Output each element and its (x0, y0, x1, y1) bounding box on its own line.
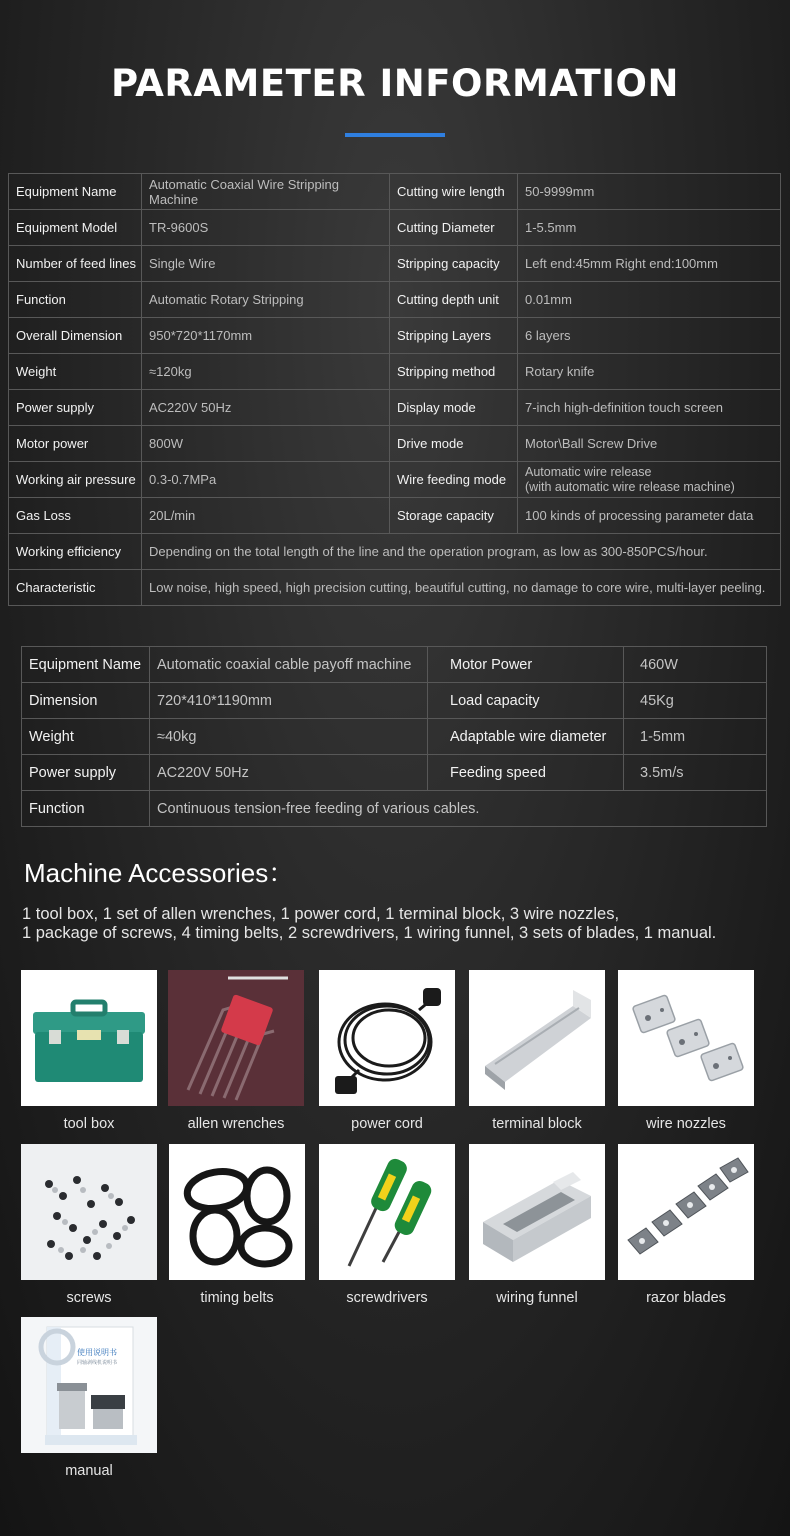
spec-label: Motor Power (428, 647, 624, 683)
spec-row (22, 719, 767, 755)
spec-value-line: Automatic wire release (525, 464, 652, 479)
spec-row (9, 462, 781, 498)
stripping-machine-spec-table (8, 173, 781, 606)
spec-row (9, 498, 781, 534)
spec-label: Working efficiency (9, 534, 142, 570)
manual-cover-title: 使用说明书 (77, 1348, 117, 1357)
spec-row (9, 174, 781, 210)
spec-row (9, 246, 781, 282)
spec-label: Number of feed lines (9, 246, 142, 282)
spec-label: Cutting depth unit (390, 282, 518, 318)
allen-wrench-photo (168, 970, 304, 1106)
accessory-label: allen wrenches (187, 1116, 285, 1132)
payoff-machine-spec-table (21, 646, 767, 827)
spec-value: 1-5mm (624, 719, 767, 755)
spec-value: AC220V 50Hz (150, 755, 428, 791)
spec-row (9, 390, 781, 426)
accessories-title: Machine Accessories： (24, 858, 295, 888)
spec-row (9, 570, 781, 606)
accessory-label: tool box (63, 1116, 115, 1132)
spec-label: Overall Dimension (9, 318, 142, 354)
spec-label: Stripping method (390, 354, 518, 390)
spec-value: AC220V 50Hz (142, 390, 390, 426)
spec-value: 0.3-0.7MPa (142, 462, 390, 498)
screwdriver-photo (319, 1144, 455, 1280)
spec-label: Display mode (390, 390, 518, 426)
accessory-label: power cord (351, 1116, 423, 1132)
spec-row (22, 647, 767, 683)
accessory-label: screws (66, 1290, 112, 1306)
accessory-label: razor blades (646, 1290, 726, 1306)
spec-label: Storage capacity (390, 498, 518, 534)
accessory-label: wire nozzles (646, 1116, 726, 1132)
screws-photo (21, 1144, 157, 1280)
spec-value: 7-inch high-definition touch screen (518, 390, 781, 426)
accessory-timing-belts (169, 1144, 305, 1306)
spec-value: 50-9999mm (518, 174, 781, 210)
accessory-wiring-funnel (469, 1144, 605, 1306)
spec-label: Equipment Name (9, 174, 142, 210)
spec-label: Characteristic (9, 570, 142, 606)
spec-row (9, 210, 781, 246)
spec-label: Drive mode (390, 426, 518, 462)
accessory-label: terminal block (492, 1116, 582, 1132)
title-underline (345, 133, 445, 137)
spec-value: Automatic Rotary Stripping (142, 282, 390, 318)
spec-label: Cutting wire length (390, 174, 518, 210)
spec-value: Motor\Ball Screw Drive (518, 426, 781, 462)
spec-value (518, 462, 781, 498)
spec-label: Wire feeding mode (390, 462, 518, 498)
spec-value-line: (with automatic wire release machine) (525, 479, 735, 494)
spec-value: TR-9600S (142, 210, 390, 246)
manual-cover-subtitle: 同轴剥线机说明书 (76, 1360, 118, 1366)
spec-value: Low noise, high speed, high precision cutting, beautiful cutting, no damage to core wire, multi-layer peeling. (142, 570, 781, 606)
accessory-label: wiring funnel (496, 1290, 578, 1306)
spec-value: 1-5.5mm (518, 210, 781, 246)
spec-row (22, 755, 767, 791)
spec-label: Stripping Layers (390, 318, 518, 354)
spec-value: Automatic coaxial cable payoff machine (150, 647, 428, 683)
spec-label: Power supply (22, 755, 150, 791)
spec-label: Function (22, 791, 150, 827)
accessory-label: manual (65, 1463, 113, 1479)
spec-value: 800W (142, 426, 390, 462)
spec-label: Function (9, 282, 142, 318)
spec-row (9, 354, 781, 390)
spec-label: Dimension (22, 683, 150, 719)
accessory-allen-wrenches (168, 970, 304, 1132)
accessory-wire-nozzles (618, 970, 754, 1132)
spec-row (9, 318, 781, 354)
spec-row (9, 282, 781, 318)
spec-value: ≈40kg (150, 719, 428, 755)
accessory-label: timing belts (200, 1290, 274, 1306)
spec-value: Automatic Coaxial Wire Stripping Machine (142, 174, 390, 210)
page-title: PARAMETER INFORMATION (111, 62, 679, 105)
spec-value: Left end:45mm Right end:100mm (518, 246, 781, 282)
spec-value: 20L/min (142, 498, 390, 534)
spec-value: 3.5m/s (624, 755, 767, 791)
spec-label: Cutting Diameter (390, 210, 518, 246)
spec-row (9, 426, 781, 462)
accessories-description-line: 1 package of screws, 4 timing belts, 2 screwdrivers, 1 wiring funnel, 3 sets of blades, 1 manual. (22, 924, 717, 942)
accessory-tool-box (21, 970, 157, 1132)
spec-value: 100 kinds of processing parameter data (518, 498, 781, 534)
accessory-terminal-block (469, 970, 605, 1132)
accessory-manual (21, 1317, 157, 1479)
accessories-description-line: 1 tool box, 1 set of allen wrenches, 1 power cord, 1 terminal block, 3 wire nozzles, (22, 905, 620, 923)
spec-label: Motor power (9, 426, 142, 462)
spec-row (9, 534, 781, 570)
spec-value: Depending on the total length of the line and the operation program, as low as 300-850PCS/hour. (142, 534, 781, 570)
manual-photo (21, 1317, 157, 1453)
spec-value: ≈120kg (142, 354, 390, 390)
accessory-screwdrivers (319, 1144, 455, 1306)
spec-value: 45Kg (624, 683, 767, 719)
spec-label: Feeding speed (428, 755, 624, 791)
spec-value: Continuous tension-free feeding of various cables. (150, 791, 767, 827)
spec-label: Equipment Name (22, 647, 150, 683)
spec-row (22, 683, 767, 719)
toolbox-photo (21, 970, 157, 1106)
accessory-razor-blades (618, 1144, 754, 1306)
spec-value: 0.01mm (518, 282, 781, 318)
spec-label: Adaptable wire diameter (428, 719, 624, 755)
wire-nozzle-photo (618, 970, 754, 1106)
accessories-description (22, 905, 782, 943)
timing-belt-photo (169, 1144, 305, 1280)
spec-label: Stripping capacity (390, 246, 518, 282)
spec-value: 720*410*1190mm (150, 683, 428, 719)
spec-label: Equipment Model (9, 210, 142, 246)
spec-label: Gas Loss (9, 498, 142, 534)
spec-label: Load capacity (428, 683, 624, 719)
razor-blade-photo (618, 1144, 754, 1280)
spec-value: 460W (624, 647, 767, 683)
wiring-funnel-photo (469, 1144, 605, 1280)
spec-row (22, 791, 767, 827)
spec-label: Working air pressure (9, 462, 142, 498)
accessory-label: screwdrivers (346, 1290, 428, 1306)
accessory-screws (21, 1144, 157, 1306)
spec-value: Rotary knife (518, 354, 781, 390)
terminal-block-photo (469, 970, 605, 1106)
spec-label: Weight (22, 719, 150, 755)
spec-value: 950*720*1170mm (142, 318, 390, 354)
spec-value: Single Wire (142, 246, 390, 282)
spec-label: Weight (9, 354, 142, 390)
accessory-power-cord (319, 970, 455, 1132)
spec-label: Power supply (9, 390, 142, 426)
spec-value: 6 layers (518, 318, 781, 354)
power-cord-photo (319, 970, 455, 1106)
